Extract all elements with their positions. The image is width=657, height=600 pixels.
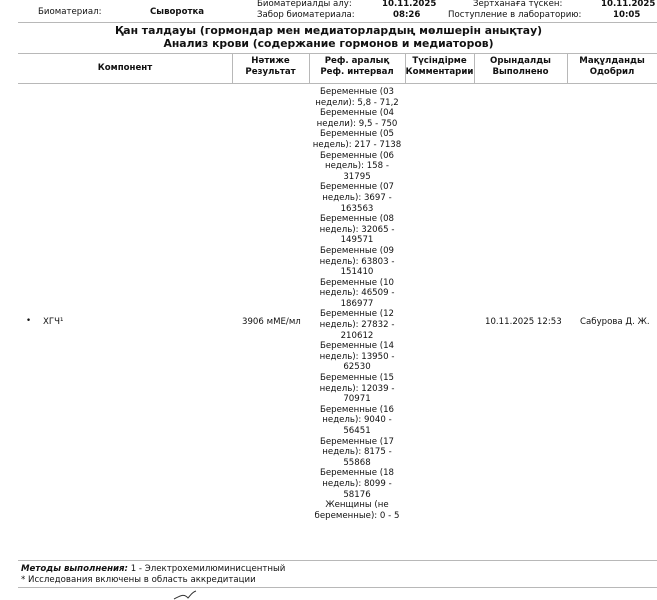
- reference-line: Беременные (15: [319, 373, 395, 384]
- reference-line: Беременные (07: [319, 182, 395, 193]
- signature-mark-icon: [172, 590, 202, 600]
- reference-line: недель): 13950 -: [319, 351, 395, 362]
- reference-line: Беременные (03: [319, 87, 395, 97]
- column-header-performed: [474, 56, 567, 77]
- reference-line: недель): 32065 -: [319, 224, 395, 235]
- reference-line: Беременные (16: [319, 404, 395, 415]
- reference-line: Беременные (17: [319, 436, 395, 447]
- collection-label-kz: Биоматериалды алу:: [257, 0, 352, 9]
- reference-line: недель): 8099 -: [322, 478, 392, 489]
- column-header-result: [232, 56, 309, 77]
- column-header-result-kz: Нәтиже: [251, 56, 290, 66]
- column-header-result-ru: Результат: [245, 66, 296, 77]
- column-header-reference: [309, 56, 405, 77]
- component-name: ХГЧ¹: [43, 317, 64, 327]
- arrival-label-ru: Поступление в лабораторию:: [448, 10, 582, 20]
- report-title-ru: Анализ крови (содержание гормонов и медиаторов): [163, 37, 494, 50]
- collection-label-ru: Забор биоматериала:: [257, 10, 355, 20]
- column-header-comment-ru: Комментарии: [405, 66, 474, 77]
- report-title-kz: Қан талдауы (гормондар мен медиаторлардың мөлшерін анықтау): [114, 24, 543, 37]
- accreditation-note: * Исследования включены в область аккредитации: [21, 575, 256, 585]
- reference-line: Беременные (04: [319, 108, 395, 119]
- reference-line: 70971: [343, 394, 371, 405]
- row-bullet: •: [26, 316, 32, 326]
- reference-line: недель): 63803 -: [319, 256, 395, 267]
- column-header-comment: [405, 56, 474, 77]
- footer-divider: [18, 587, 657, 588]
- specimen-header: [0, 0, 657, 22]
- reference-line: недель): 9040 -: [322, 415, 392, 426]
- arrival-time: 10:05: [613, 10, 641, 20]
- reference-line: Беременные (14: [319, 341, 395, 352]
- reference-line: Беременные (05: [319, 129, 395, 140]
- table-top-border: [18, 53, 657, 54]
- column-header-approved-ru: Одобрил: [589, 66, 635, 77]
- column-header-reference-ru: Реф. интервал: [320, 66, 394, 77]
- reference-line: Беременные (18: [319, 468, 395, 479]
- reference-line: 186977: [340, 298, 374, 309]
- biomaterial-value: Сыворотка: [150, 7, 205, 17]
- column-header-performed-ru: Выполнено: [492, 66, 549, 77]
- table-bottom-border: [18, 560, 657, 561]
- reference-line: 62530: [343, 362, 371, 373]
- header-divider: [18, 22, 657, 23]
- reference-line: Беременные (08: [319, 214, 395, 225]
- reference-line: Беременные (12: [319, 309, 395, 320]
- column-header-reference-kz: Реф. аралық: [324, 56, 390, 66]
- reference-line: недель): 46509 -: [319, 288, 395, 299]
- reference-line: недель): 27832 -: [319, 320, 395, 331]
- reference-line: недели): 9,5 - 750: [316, 118, 398, 129]
- reference-line: 151410: [340, 267, 374, 278]
- reference-line: недель): 12039 -: [319, 383, 395, 394]
- methods-value: 1 - Электрохемилюминисцентный: [128, 564, 286, 574]
- reference-line: 56451: [343, 426, 371, 436]
- column-header-approved-kz: Мақұлданды: [579, 56, 645, 66]
- performed-datetime: 10.11.2025 12:53: [485, 317, 562, 327]
- reference-line: недели): 5,8 - 71,2: [315, 97, 399, 108]
- approved-by: Сабурова Д. Ж.: [580, 317, 650, 327]
- reference-line: беременные): 0 - 5: [314, 510, 400, 521]
- reference-line: Женщины (не: [325, 500, 389, 511]
- reference-line: Беременные (09: [319, 245, 395, 256]
- arrival-label-kz: Зертханаға түскен:: [473, 0, 563, 9]
- reference-line: недель): 158 -: [325, 161, 389, 172]
- reference-line: 58176: [343, 489, 371, 500]
- collection-date: 10.11.2025: [382, 0, 437, 9]
- arrival-date: 10.11.2025: [601, 0, 656, 9]
- reference-line: недель): 8175 -: [322, 447, 392, 458]
- column-header-performed-kz: Орындалды: [490, 56, 551, 66]
- table-header-bottom-border: [18, 83, 657, 84]
- methods-label: Методы выполнения:: [21, 564, 128, 574]
- collection-time: 08:26: [393, 10, 421, 20]
- reference-line: недель): 3697 -: [322, 192, 392, 203]
- reference-line: 149571: [340, 235, 374, 246]
- reference-line: 210612: [340, 330, 374, 341]
- column-header-component: Компонент: [97, 63, 153, 73]
- reference-line: недель): 217 - 7138: [312, 139, 402, 150]
- biomaterial-label: Биоматериал:: [38, 7, 102, 17]
- methods-note: [21, 564, 285, 574]
- reference-interval: [309, 87, 405, 521]
- column-header-approved: [567, 56, 657, 77]
- result-value: 3906 мМЕ/мл: [242, 317, 301, 327]
- reference-line: 31795: [343, 171, 371, 182]
- column-header-comment-kz: Түсіндірме: [412, 56, 467, 66]
- reference-line: 55868: [343, 457, 371, 468]
- reference-line: 163563: [340, 203, 374, 214]
- reference-line: Беременные (10: [319, 277, 395, 288]
- reference-line: Беременные (06: [319, 150, 395, 161]
